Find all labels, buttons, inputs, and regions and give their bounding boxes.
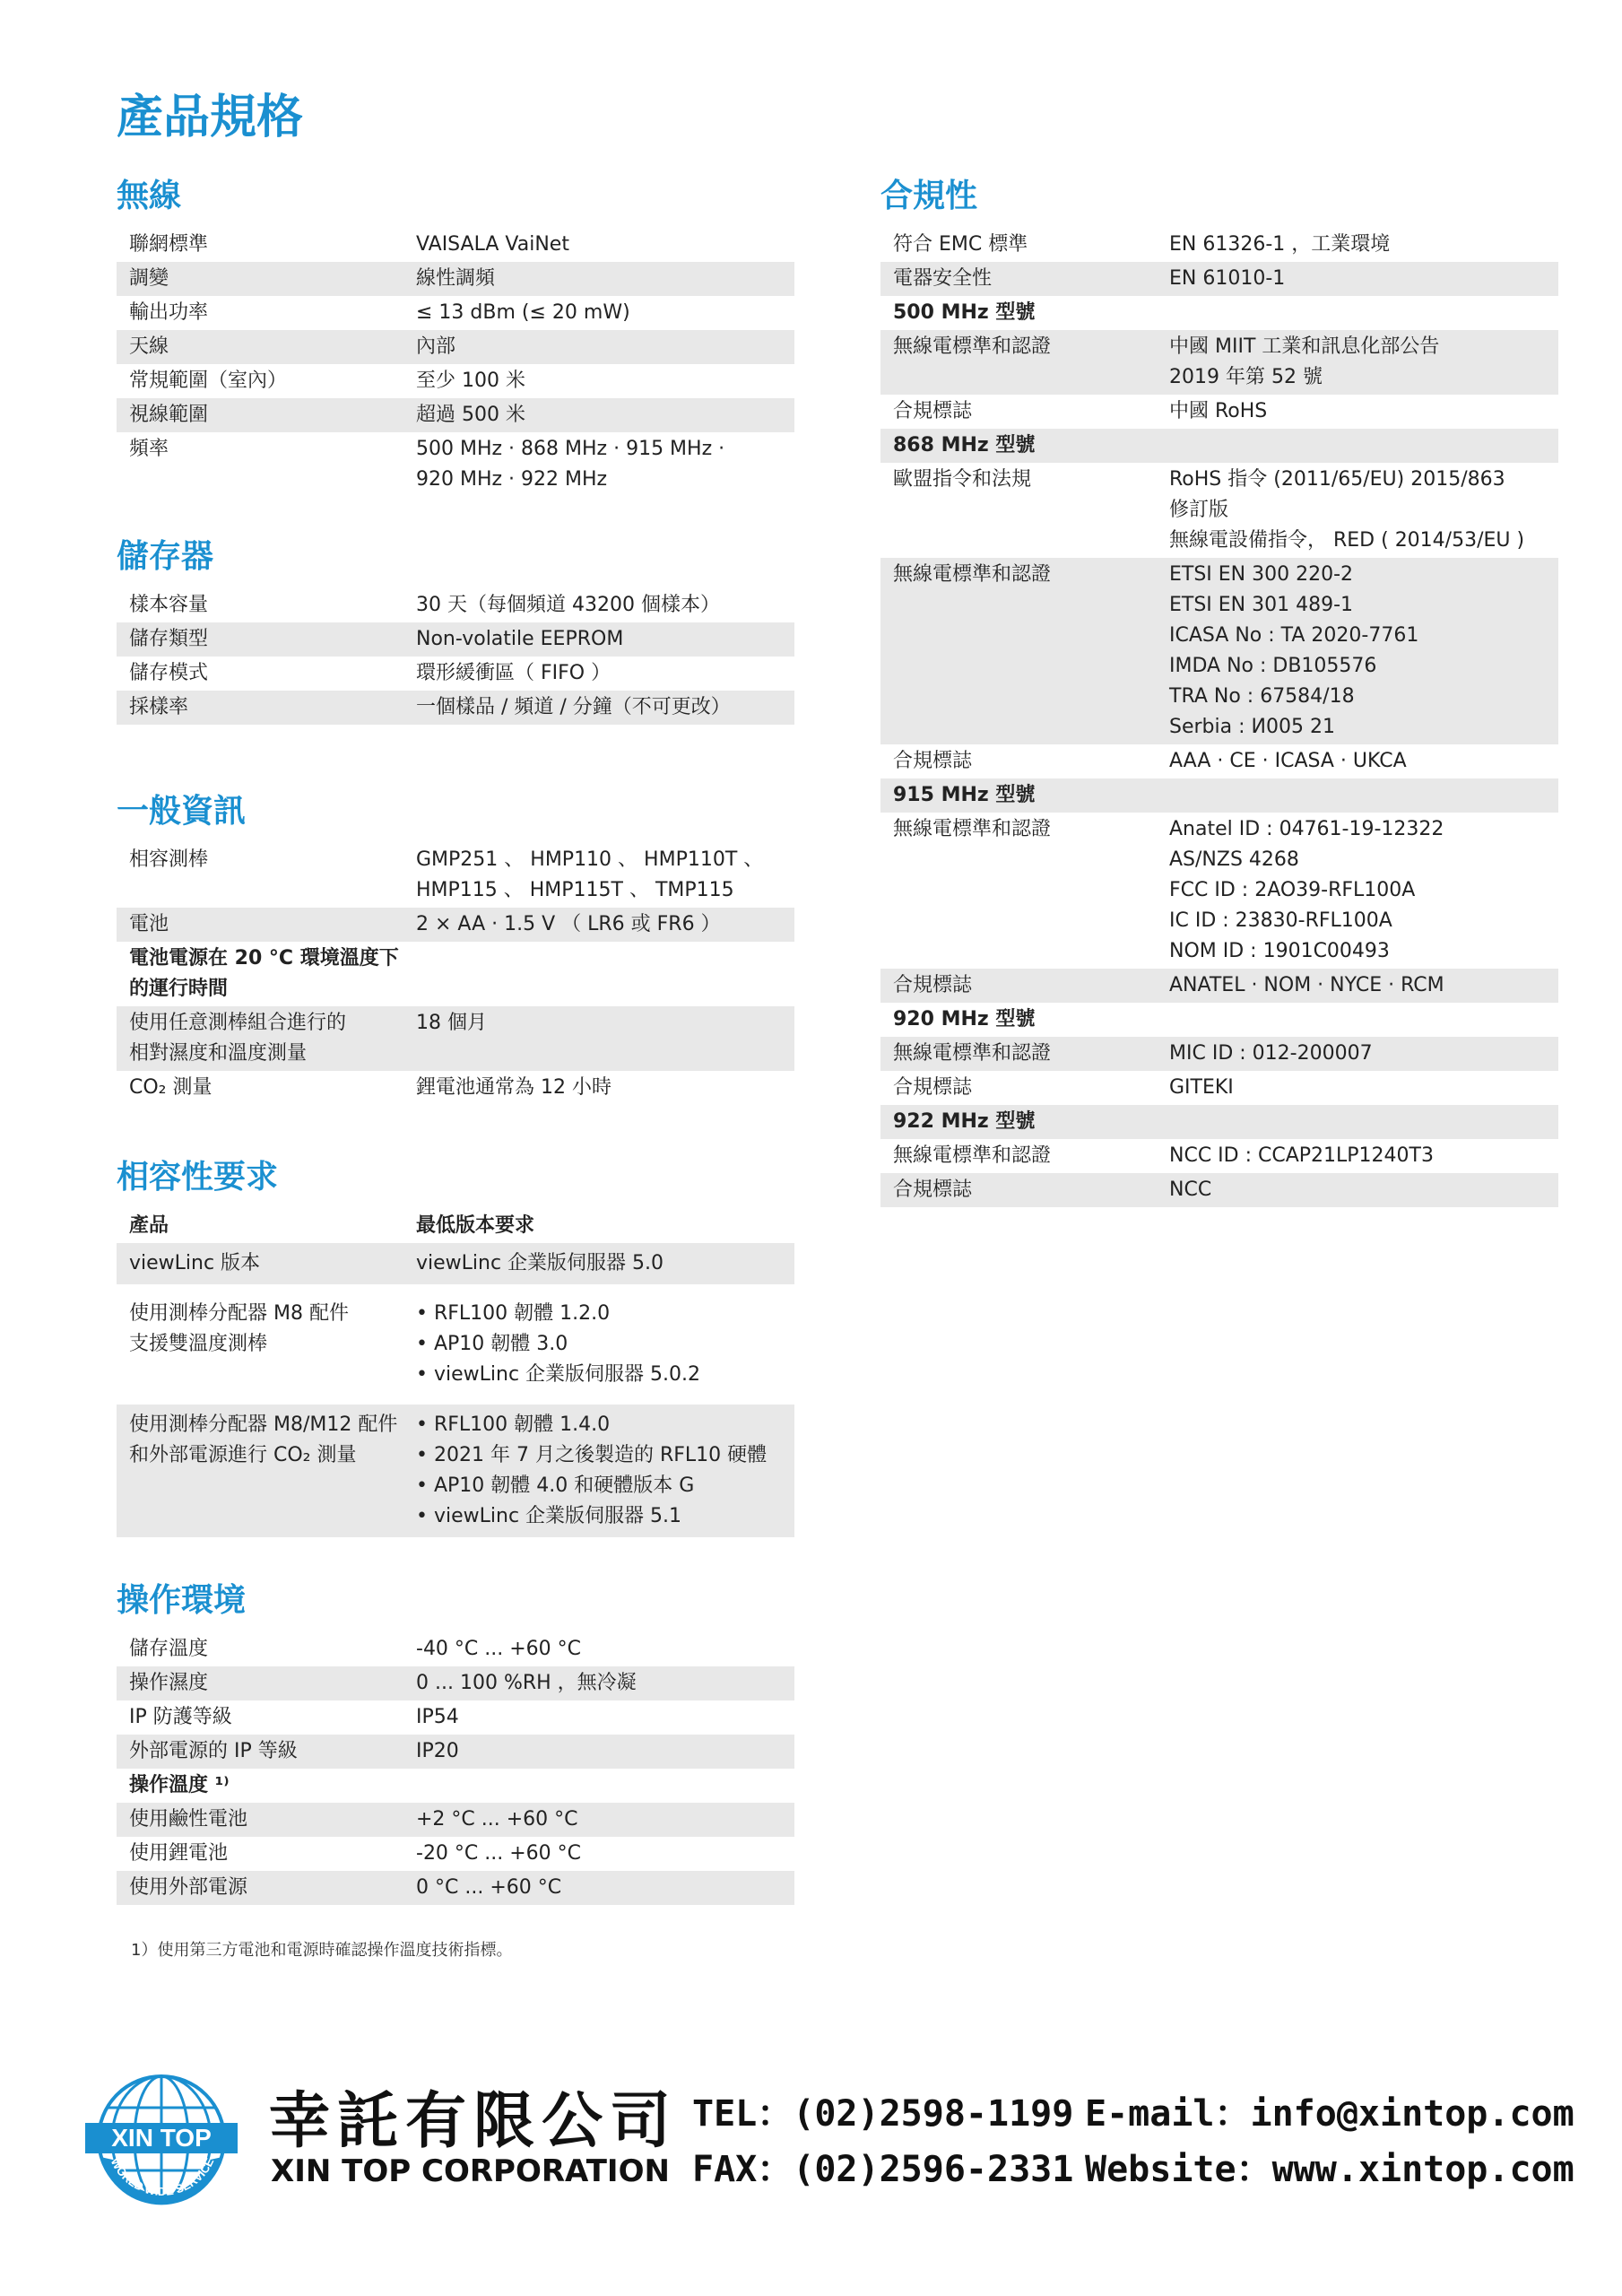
compat-title: 相容性要求 — [117, 1159, 279, 1196]
spec-value-line: NCC ID : CCAP21LP1240T3 — [1169, 1144, 1434, 1167]
spec-value — [416, 400, 794, 430]
spec-value — [416, 332, 794, 362]
spec-value — [416, 1410, 794, 1532]
spec-value-line: 中國 MIIT 工業和訊息化部公告 — [1169, 335, 1440, 358]
general-title: 一般資訊 — [117, 793, 247, 830]
spec-value-line: RoHS 指令 (2011/65/EU) 2015/863 — [1169, 468, 1505, 491]
company-name-en: XIN TOP CORPORATION — [271, 2153, 670, 2189]
spec-row — [117, 330, 794, 364]
spec-row — [117, 398, 794, 432]
spec-row — [117, 1769, 794, 1803]
spec-row — [880, 1139, 1558, 1173]
spec-label: 使用測棒分配器 M8/M12 配件 和外部電源進行 CO₂ 測量 — [129, 1413, 398, 1466]
spec-value — [1169, 396, 1558, 427]
wireless-section — [117, 176, 794, 497]
spec-row — [117, 588, 794, 622]
spec-label: 視線範圍 — [129, 404, 209, 426]
website-link[interactable]: Website：www.xintop.com — [1085, 2149, 1574, 2190]
spec-value — [416, 909, 794, 940]
bullet-item: • AP10 韌體 4.0 和硬體版本 G — [416, 1471, 794, 1501]
spec-value-line: AS/NZS 4268 — [1169, 848, 1299, 871]
spec-row — [117, 1632, 794, 1666]
spec-value-line: HMP115 、 HMP115T 、 TMP115 — [416, 879, 734, 901]
spec-row — [117, 1405, 794, 1537]
spec-row — [117, 1071, 794, 1105]
spec-label: 使用測棒分配器 M8 配件 支援雙溫度測棒 — [129, 1302, 349, 1355]
spec-label: 採樣率 — [129, 696, 189, 718]
spec-row — [117, 364, 794, 398]
spec-value — [1169, 1107, 1558, 1137]
spec-value-line: NCC — [1169, 1178, 1212, 1201]
spec-row — [117, 262, 794, 296]
spec-label: 頻率 — [129, 438, 169, 460]
globe-logo-icon — [81, 2067, 242, 2211]
spec-row — [117, 1735, 794, 1769]
spec-label: 無線電標準和認證 — [893, 818, 1052, 840]
spec-label: 儲存模式 — [129, 662, 209, 684]
spec-row — [880, 262, 1558, 296]
spec-value-line: FCC ID : 2AO39-RFL100A — [1169, 879, 1416, 901]
spec-value-line: 至少 100 米 — [416, 370, 525, 392]
spec-value — [1169, 970, 1558, 1001]
spec-value-line: 中國 RoHS — [1169, 400, 1268, 422]
spec-label: 符合 EMC 標準 — [893, 233, 1028, 256]
spec-row — [117, 228, 794, 262]
spec-value-line: 0 ... 100 %RH ，無冷凝 — [416, 1672, 637, 1694]
spec-row — [880, 228, 1558, 262]
spec-value-line: 2 × AA · 1.5 V （ LR6 或 FR6 ） — [416, 913, 721, 935]
spec-row — [880, 744, 1558, 778]
spec-value — [1169, 230, 1558, 260]
spec-value-line: EN 61326-1 ，工業環境 — [1169, 233, 1391, 256]
spec-label: 儲存溫度 — [129, 1638, 209, 1660]
spec-value — [416, 1008, 794, 1069]
spec-value — [416, 1770, 794, 1801]
spec-value-line: ETSI EN 300 220-2 — [1169, 563, 1354, 586]
storage-section — [117, 536, 794, 725]
spec-label: 操作濕度 — [129, 1672, 209, 1694]
compat-section — [117, 1157, 794, 1537]
spec-value-line: MIC ID : 012-200007 — [1169, 1042, 1373, 1065]
tel-text: TEL：(02)2598-1199 — [692, 2093, 1074, 2135]
spec-row — [117, 1700, 794, 1735]
spec-value — [1169, 430, 1558, 461]
spec-label: 合規標誌 — [893, 974, 973, 996]
storage-title: 儲存器 — [117, 538, 214, 575]
spec-value-line: IP54 — [416, 1706, 459, 1728]
spec-label: 樣本容量 — [129, 594, 209, 616]
spec-value-line: 線性調頻 — [416, 267, 496, 290]
compat-header-version: 最低版本要求 — [416, 1214, 535, 1237]
spec-label: 合規標誌 — [893, 750, 973, 772]
spec-value-line: ≤ 13 dBm (≤ 20 mW) — [416, 301, 630, 324]
spec-label: CO₂ 測量 — [129, 1076, 213, 1099]
svg-text:WORLD WIDE SERVICE: WORLD WIDE SERVICE — [108, 2155, 217, 2198]
spec-value-line: 超過 500 米 — [416, 404, 525, 426]
spec-value-line: 2019 年第 52 號 — [1169, 366, 1323, 388]
general-rows — [117, 843, 794, 1105]
spec-row — [117, 296, 794, 330]
spec-row — [880, 558, 1558, 744]
spec-row — [117, 1006, 794, 1071]
bullet-item: • AP10 韌體 3.0 — [416, 1329, 794, 1360]
spec-row — [880, 296, 1558, 330]
spec-label: 使用鋰電池 — [129, 1842, 229, 1865]
spec-row — [117, 1666, 794, 1700]
spec-row — [117, 1243, 794, 1284]
spec-value — [416, 658, 794, 689]
spec-value-line: -40 °C ... +60 °C — [416, 1638, 582, 1660]
spec-value-line: IMDA No : DB105576 — [1169, 655, 1377, 677]
spec-row — [880, 778, 1558, 813]
spec-label: 外部電源的 IP 等級 — [129, 1740, 298, 1762]
spec-value-line: ICASA No : TA 2020-7761 — [1169, 624, 1419, 647]
spec-value-line: AAA · CE · ICASA · UKCA — [1169, 750, 1407, 772]
spec-value — [416, 590, 794, 621]
spec-value-line: GMP251 、 HMP110 、 HMP110T 、 — [416, 848, 764, 871]
bullet-item: • RFL100 韌體 1.2.0 — [416, 1299, 794, 1329]
spec-value-line: GITEKI — [1169, 1076, 1234, 1099]
spec-row — [880, 1003, 1558, 1037]
spec-label: 輸出功率 — [129, 301, 209, 324]
spec-value — [1169, 1073, 1558, 1103]
spec-value — [1169, 264, 1558, 294]
bullet-item: • viewLinc 企業版伺服器 5.1 — [416, 1501, 794, 1532]
spec-label: 合規標誌 — [893, 400, 973, 422]
spec-value-line: 18 個月 — [416, 1012, 487, 1034]
spec-value — [416, 1248, 794, 1279]
spec-row — [117, 843, 794, 908]
svg-text:XIN TOP: XIN TOP — [111, 2124, 212, 2152]
spec-value-line: IC ID : 23830-RFL100A — [1169, 909, 1392, 932]
spec-value — [1169, 780, 1558, 811]
spec-value — [416, 366, 794, 396]
spec-value-line: 500 MHz · 868 MHz · 915 MHz · — [416, 438, 725, 460]
spec-value-line: ETSI EN 301 489-1 — [1169, 594, 1354, 616]
spec-label: 使用任意測棒組合進行的 相對濕度和溫度測量 — [129, 1012, 347, 1065]
compat-header-product: 產品 — [129, 1214, 169, 1237]
spec-value — [416, 230, 794, 260]
bullet-list — [416, 1299, 794, 1390]
spec-label: 922 MHz 型號 — [893, 1110, 1036, 1133]
spec-label: 歐盟指令和法規 — [893, 468, 1032, 491]
spec-value-line: 內部 — [416, 335, 456, 358]
email-link[interactable]: E-mail：info@xintop.com — [1085, 2093, 1574, 2135]
spec-row — [880, 1105, 1558, 1139]
spec-label: 調變 — [129, 267, 169, 290]
spec-value-line: viewLinc 企業版伺服器 5.0 — [416, 1252, 664, 1274]
spec-value — [416, 264, 794, 294]
spec-label: 常規範圍（室內） — [129, 370, 288, 392]
spec-value-line: 30 天（每個頻道 43200 個樣本） — [416, 594, 720, 616]
spec-row — [880, 330, 1558, 395]
spec-label: 操作溫度 ¹⁾ — [129, 1774, 230, 1796]
spec-value — [1169, 814, 1558, 967]
spec-value-line: Anatel ID : 04761-19-12322 — [1169, 818, 1444, 840]
spec-value-line: NOM ID : 1901C00493 — [1169, 940, 1390, 962]
spec-value — [416, 1873, 794, 1903]
fax-text: FAX：(02)2596-2331 — [692, 2149, 1074, 2190]
bullet-item: • RFL100 韌體 1.4.0 — [416, 1410, 794, 1440]
spec-value — [416, 1073, 794, 1103]
spec-label: 無線電標準和認證 — [893, 1042, 1052, 1065]
spec-label: 使用鹼性電池 — [129, 1808, 248, 1831]
spec-row — [117, 942, 794, 1006]
spec-value-line: IP20 — [416, 1740, 459, 1762]
spec-row — [880, 1173, 1558, 1207]
spec-row — [880, 463, 1558, 558]
spec-label: IP 防護等級 — [129, 1706, 232, 1728]
spec-value — [1169, 332, 1558, 393]
spec-label: 電池電源在 20 °C 環境溫度下的運行時間 — [129, 947, 399, 1000]
footnote: 1）使用第三方電池和電源時確認操作溫度技術指標。 — [131, 1941, 513, 1960]
spec-label: 天線 — [129, 335, 169, 358]
spec-row — [117, 1293, 794, 1396]
spec-value — [416, 1736, 794, 1767]
spec-row — [880, 813, 1558, 969]
spec-row — [880, 395, 1558, 429]
bullet-item: • 2021 年 7 月之後製造的 RFL10 硬體 — [416, 1440, 794, 1471]
spec-row — [117, 657, 794, 691]
spec-value — [416, 1839, 794, 1869]
footer — [81, 2067, 1574, 2211]
spec-value-line: Serbia : И005 21 — [1169, 716, 1335, 738]
spec-row — [880, 1037, 1558, 1071]
spec-row — [117, 622, 794, 657]
spec-value-line: 修訂版 — [1169, 499, 1229, 521]
spec-value-line: 920 MHz · 922 MHz — [416, 468, 608, 491]
spec-label: 無線電標準和認證 — [893, 563, 1052, 586]
company-name-cn: 幸託有限公司 — [269, 2085, 679, 2157]
spec-value — [416, 1634, 794, 1665]
compat-header-row — [117, 1209, 794, 1243]
spec-label: 500 MHz 型號 — [893, 301, 1036, 324]
spec-value-line: 無線電設備指令， RED ( 2014/53/EU ) — [1169, 529, 1525, 552]
spec-value — [416, 298, 794, 328]
spec-label: 合規標誌 — [893, 1178, 973, 1201]
compliance-rows — [880, 228, 1558, 1207]
spec-value — [416, 1805, 794, 1835]
spec-value — [1169, 1175, 1558, 1205]
spec-value — [1169, 1141, 1558, 1171]
bullet-list — [416, 1410, 794, 1532]
operating-section — [117, 1580, 794, 1905]
spec-label: 920 MHz 型號 — [893, 1008, 1036, 1031]
spec-label: 無線電標準和認證 — [893, 335, 1052, 358]
spec-value — [416, 1702, 794, 1733]
spec-value — [1169, 1004, 1558, 1035]
spec-label: 儲存類型 — [129, 628, 209, 650]
spec-value-line: 一個樣品 / 頻道 / 分鐘（不可更改） — [416, 696, 731, 718]
spec-label: 電池 — [129, 913, 169, 935]
spec-row — [117, 1837, 794, 1871]
spec-row — [117, 691, 794, 725]
spec-value-line: -20 °C ... +60 °C — [416, 1842, 582, 1865]
spec-value-line: 環形緩衝區（ FIFO ） — [416, 662, 612, 684]
spec-row — [117, 432, 794, 497]
spec-value — [416, 434, 794, 495]
operating-rows — [117, 1632, 794, 1905]
operating-title: 操作環境 — [117, 1582, 247, 1619]
compat-rows — [117, 1243, 794, 1537]
spec-value — [416, 692, 794, 723]
spec-value-line: 0 °C ... +60 °C — [416, 1876, 562, 1899]
spec-label: 相容測棒 — [129, 848, 209, 871]
spec-value — [1169, 560, 1558, 743]
spec-row — [117, 908, 794, 942]
general-section — [117, 791, 794, 1105]
spec-value-line: VAISALA VaiNet — [416, 233, 569, 256]
spec-label: 915 MHz 型號 — [893, 784, 1036, 806]
spec-label: viewLinc 版本 — [129, 1252, 261, 1274]
spec-value-line: Non-volatile EEPROM — [416, 628, 624, 650]
spec-value — [1169, 746, 1558, 777]
spec-value — [1169, 1039, 1558, 1069]
spec-value-line: EN 61010-1 — [1169, 267, 1286, 290]
compliance-section — [880, 176, 1558, 1207]
bullet-item: • viewLinc 企業版伺服器 5.0.2 — [416, 1360, 794, 1390]
spec-label: 使用外部電源 — [129, 1876, 248, 1899]
spec-label: 868 MHz 型號 — [893, 434, 1036, 457]
spec-row — [880, 1071, 1558, 1105]
spec-value — [1169, 298, 1558, 328]
spec-label: 聯網標準 — [129, 233, 209, 256]
spec-value-line: ANATEL · NOM · NYCE · RCM — [1169, 974, 1444, 996]
page-title: 產品規格 — [117, 91, 304, 144]
wireless-title: 無線 — [117, 178, 182, 214]
spec-value — [416, 1668, 794, 1699]
spec-value — [416, 944, 794, 1004]
spec-value — [416, 624, 794, 655]
spec-label: 合規標誌 — [893, 1076, 973, 1099]
spec-value — [416, 1299, 794, 1390]
spec-row — [880, 429, 1558, 463]
spec-row — [117, 1871, 794, 1905]
wireless-rows — [117, 228, 794, 497]
spec-label: 電器安全性 — [893, 267, 993, 290]
spec-value-line: +2 °C ... +60 °C — [416, 1808, 578, 1831]
spec-row — [117, 1803, 794, 1837]
spec-value — [1169, 465, 1558, 556]
spec-value-line: 鋰電池通常為 12 小時 — [416, 1076, 612, 1099]
spec-value-line: TRA No : 67584/18 — [1169, 685, 1355, 708]
compliance-title: 合規性 — [880, 178, 978, 214]
spec-value — [416, 845, 794, 906]
spec-label: 無線電標準和認證 — [893, 1144, 1052, 1167]
spec-row — [880, 969, 1558, 1003]
storage-rows — [117, 588, 794, 725]
